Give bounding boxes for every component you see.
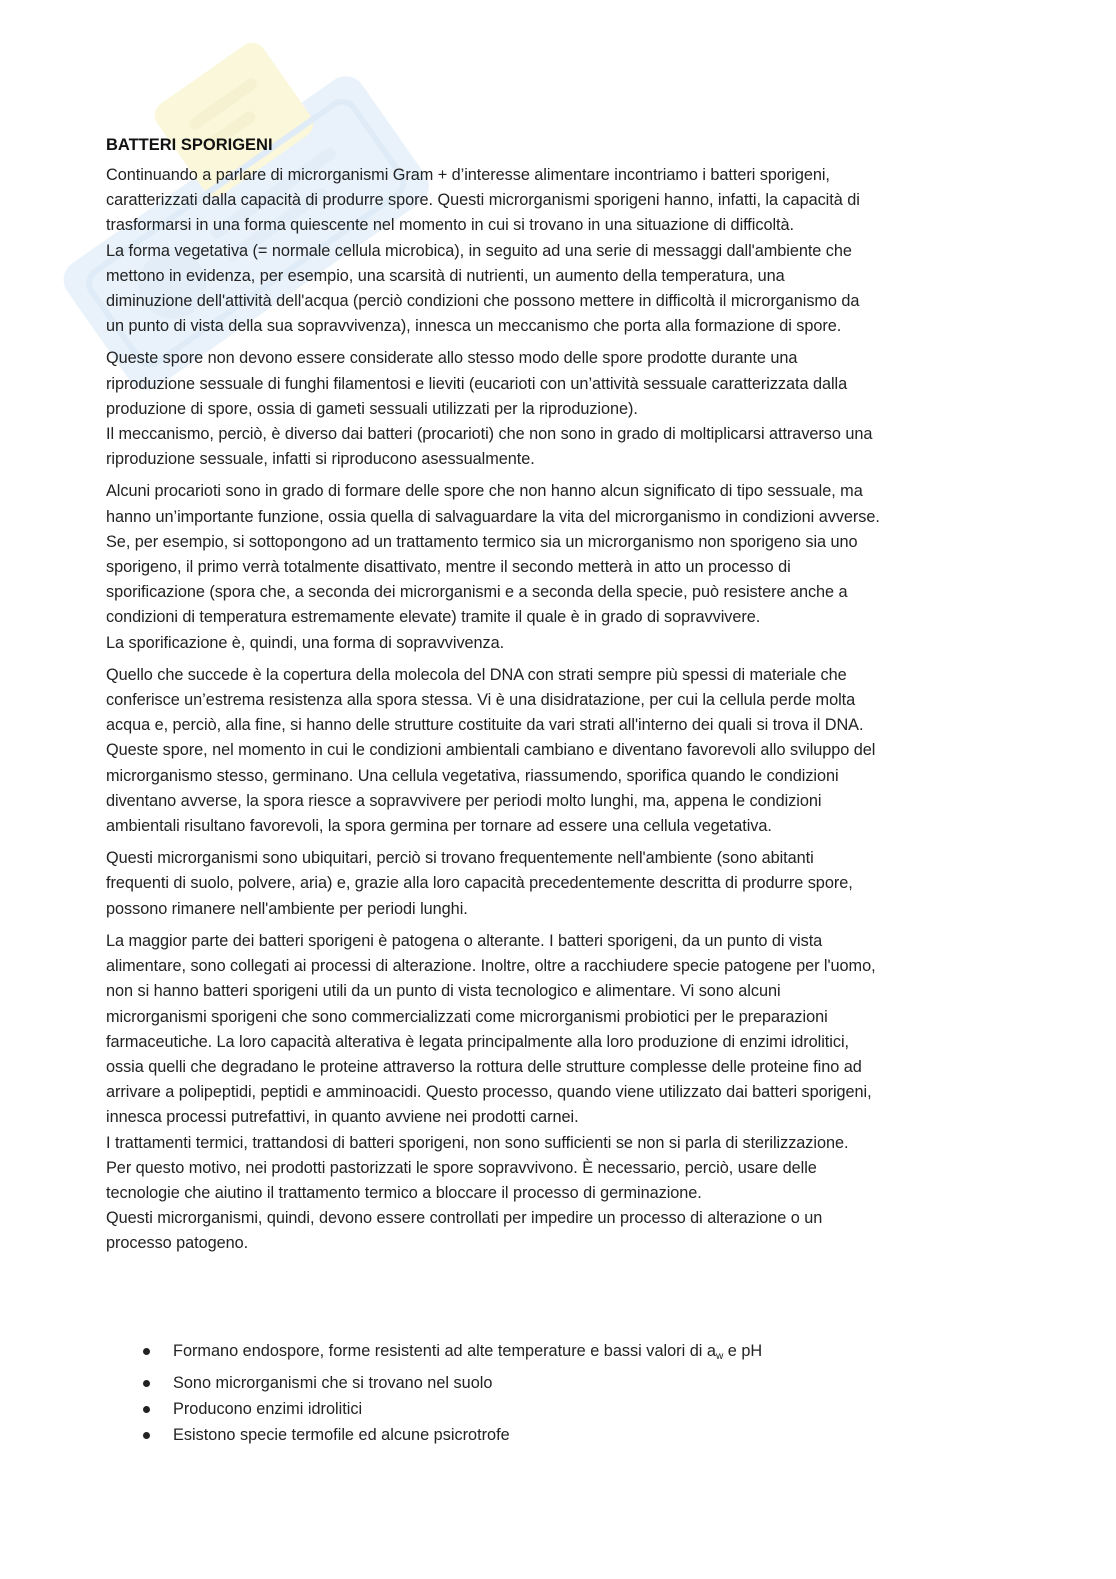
text-line: hanno un’importante funzione, ossia quella di salvaguardare la vita del microrganismo in condizioni avverse. [106,507,880,526]
paragraph-3 [106,479,1016,655]
text-line: condizioni di temperatura estremamente elevate) tramite il quale è in grado di sopravvivere. [106,608,761,627]
paragraph-1 [106,163,1016,339]
paragraph-6 [106,929,1016,1257]
bullet-text: Formano endospore, forme resistenti ad alte temperature e bassi valori di a [173,1341,716,1360]
text-line: La maggior parte dei batteri sporigeni è patogena o alterante. I batteri sporigeni, da un punto di vista [106,931,823,950]
text-line: microrganismi sporigeni che sono commercializzati come microrganismi probiotici per le preparazioni [106,1007,828,1026]
bullet-text-after: e pH [723,1341,763,1360]
text-line: Questi microrganismi sono ubiquitari, perciò si trovano frequentemente nell'ambiente (sono abitanti [106,849,814,868]
text-line: Queste spore, nel momento in cui le condizioni ambientali cambiano e diventano favorevoli allo sviluppo del [106,741,876,760]
text-line: arrivare a polipeptidi, peptidi e amminoacidi. Questo processo, quando viene utilizzato dai batteri sporigeni, [106,1083,872,1102]
bullet-item [106,1422,1016,1448]
text-line: ossia quelli che degradano le proteine attraverso la rottura delle strutture complesse delle proteine fino ad [106,1057,862,1076]
text-line: La forma vegetativa (= normale cellula microbica), in seguito ad una serie di messaggi dall'ambiente che [106,241,852,260]
text-line: La sporificazione è, quindi, una forma di sopravvivenza. [106,633,505,652]
text-line: tecnologie che aiutino il trattamento termico a bloccare il processo di germinazione. [106,1183,702,1202]
text-line: Per questo motivo, nei prodotti pastorizzati le spore sopravvivono. È necessario, perciò, usare delle [106,1158,817,1177]
bullet-text: Esistono specie termofile ed alcune psicrotrofe [173,1425,510,1444]
bullet-item [106,1396,1016,1422]
bullet-subscript: w [715,1350,724,1362]
text-line: frequenti di suolo, polvere, aria) e, grazie alla loro capacità precedentemente descritta di produrre spore, [106,874,853,893]
text-line: un punto di vista della sua sopravvivenza), innesca un meccanismo che porta alla formazione di spore. [106,317,842,336]
text-line: innesca processi putrefattivi, in quanto avviene nei prodotti carnei. [106,1108,579,1127]
text-line: Se, per esempio, si sottopongono ad un trattamento termico sia un microrganismo non sporigeno sia uno [106,532,858,551]
document-body [106,133,1016,1448]
bullet-icon [143,1348,150,1355]
spacer [106,1264,1016,1338]
text-line: caratterizzati dalla capacità di produrre spore. Questi microrganismi sporigeni hanno, infatti, la capacità di [106,191,860,210]
bullet-icon [143,1380,150,1387]
text-line: produzione di spore, ossia di gameti sessuali utilizzati per la riproduzione). [106,399,638,418]
text-line: riproduzione sessuale di funghi filamentosi e lieviti (eucarioti con un’attività sessuale caratterizzata dalla [106,374,848,393]
text-line: sporificazione (spora che, a seconda dei microrganismi e a seconda della specie, può resistere anche a [106,583,848,602]
text-line: conferisce un’estrema resistenza alla spora stessa. Vi è una disidratazione, per cui la cellula perde molta [106,691,856,710]
text-line: alimentare, sono collegati ai processi di alterazione. Inoltre, oltre a racchiudere specie patogene per l'uomo, [106,957,876,976]
bullet-text: Producono enzimi idrolitici [173,1399,363,1418]
text-line: mettono in evidenza, per esempio, una scarsità di nutrienti, un aumento della temperatura, una [106,266,785,285]
text-line: farmaceutiche. La loro capacità alterativa è legata principalmente alla loro produzione di enzimi idrolitici, [106,1032,849,1051]
bullet-item [106,1370,1016,1396]
text-line: sporigeno, il primo verrà totalmente disattivato, mentre il secondo metterà in atto un processo di [106,558,791,577]
text-line: ambientali risultano favorevoli, la spora germina per tornare ad essere una cellula vegetativa. [106,817,772,836]
text-line: diminuzione dell'attività dell'acqua (perciò condizioni che possono mettere in difficoltà il microrganismo da [106,292,860,311]
paragraph-2 [106,346,1016,472]
text-line: riproduzione sessuale, infatti si riproducono asessualmente. [106,450,535,469]
text-line: acqua e, perciò, alla fine, si hanno delle strutture costituite da vari strati all'interno dei quali si trova il DNA. [106,716,864,735]
summary-bullet-list [106,1338,1016,1448]
bullet-icon [143,1432,150,1439]
paragraph-5 [106,846,1016,922]
text-line: Questi microrganismi, quindi, devono essere controllati per impedire un processo di alterazione o un [106,1209,823,1228]
text-line: non si hanno batteri sporigeni utili da un punto di vista tecnologico e alimentare. Vi sono alcuni [106,982,781,1001]
text-line: Quello che succede è la copertura della molecola del DNA con strati sempre più spessi di materiale che [106,665,847,684]
text-line: diventano avverse, la spora riesce a sopravvivere per periodi molto lunghi, ma, appena le condizioni [106,791,822,810]
text-line: microrganismo stesso, germinano. Una cellula vegetativa, riassumendo, sporifica quando le condizioni [106,766,839,785]
document-title: BATTERI SPORIGENI [106,136,273,154]
bullet-item [106,1338,1016,1370]
text-line: Il meccanismo, perciò, è diverso dai batteri (procarioti) che non sono in grado di moltiplicarsi attraverso una [106,425,873,444]
text-line: processo patogeno. [106,1234,249,1253]
text-line: trasformarsi in una forma quiescente nel momento in cui si trovano in una situazione di difficoltà. [106,216,794,235]
paragraph-4 [106,663,1016,839]
text-line: Queste spore non devono essere considerate allo stesso modo delle spore prodotte durante una [106,349,798,368]
text-line: I trattamenti termici, trattandosi di batteri sporigeni, non sono sufficienti se non si parla di sterilizzazione. [106,1133,849,1152]
text-line: Alcuni procarioti sono in grado di formare delle spore che non hanno alcun significato di tipo sessuale, ma [106,482,863,501]
bullet-text: Sono microrganismi che si trovano nel suolo [173,1373,493,1392]
text-line: Continuando a parlare di microrganismi Gram + d’interesse alimentare incontriamo i batteri sporigeni, [106,166,830,184]
text-line: possono rimanere nell'ambiente per periodi lunghi. [106,899,468,918]
bullet-icon [143,1406,150,1413]
